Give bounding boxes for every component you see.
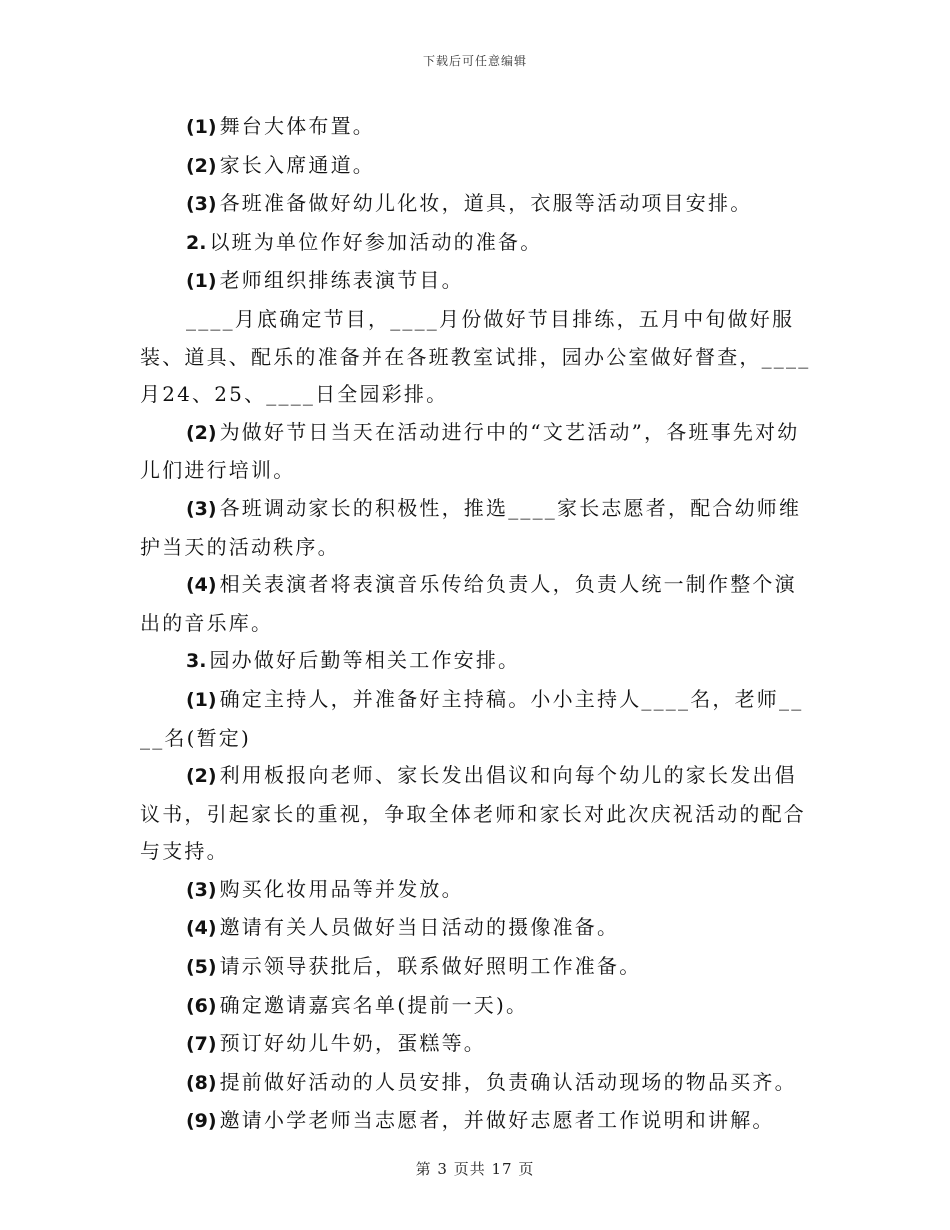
paragraph-text: 各班准备做好幼儿化妆，道具，衣服等活动项目安排。 [219, 191, 753, 216]
paragraph [140, 681, 812, 757]
paragraph [140, 1102, 812, 1141]
item-number: (6) [186, 994, 217, 1017]
paragraph-text: 相关表演者将表演音乐传给负责人，负责人统一制作整个演出的音乐库。 [140, 572, 797, 635]
page-header: 下载后可任意编辑 [422, 54, 527, 68]
item-number: (7) [186, 1033, 217, 1056]
paragraph-text: 购买化妆用品等并发放。 [219, 876, 464, 901]
paragraph-text: ____月底确定节目，____月份做好节目排练，五月中旬做好服装、道具、配乐的准备并在各班教室试排，园办公室做好督查，____月24、25、____日全园彩排。 [140, 306, 811, 407]
section-heading [140, 642, 812, 681]
paragraph-text: 各班调动家长的积极性，推选____家长志愿者，配合幼师维护当天的活动秩序。 [140, 495, 802, 559]
paragraph-text: 老师组织排练表演节目。 [219, 268, 464, 293]
item-number: (2) [186, 154, 217, 177]
item-number: (3) [186, 193, 217, 216]
paragraph [140, 490, 812, 566]
paragraph [140, 414, 812, 490]
section-number: 3. [186, 650, 207, 673]
item-number: (1) [186, 688, 217, 711]
paragraph [140, 185, 812, 224]
item-number: (9) [186, 1110, 217, 1133]
item-number: (3) [186, 497, 217, 520]
paragraph [140, 1025, 812, 1064]
paragraph [140, 301, 812, 414]
paragraph [140, 108, 812, 147]
item-number: (4) [186, 574, 217, 597]
document-body [140, 108, 812, 1141]
section-heading [140, 224, 812, 263]
paragraph-text: 邀请小学老师当志愿者，并做好志愿者工作说明和讲解。 [219, 1108, 775, 1133]
item-number: (8) [186, 1071, 217, 1094]
item-number: (1) [186, 116, 217, 138]
paragraph [140, 566, 812, 642]
paragraph [140, 987, 812, 1026]
paragraph [140, 871, 812, 910]
section-number: 2. [186, 231, 207, 254]
paragraph [140, 948, 812, 987]
item-number: (1) [186, 270, 217, 293]
paragraph-text: 园办做好后勤等相关工作安排。 [209, 648, 521, 673]
item-number: (2) [186, 765, 217, 788]
paragraph [140, 1064, 812, 1103]
paragraph-text: 邀请有关人员做好当日活动的摄像准备。 [219, 915, 620, 940]
paragraph [140, 147, 812, 186]
paragraph-text: 家长入席通道。 [219, 152, 375, 177]
item-number: (4) [186, 917, 217, 940]
paragraph-text: 提前做好活动的人员安排，负责确认活动现场的物品买齐。 [219, 1069, 797, 1094]
paragraph-text: 以班为单位作好参加活动的准备。 [209, 229, 543, 254]
paragraph-text: 确定邀请嘉宾名单(提前一天)。 [219, 992, 529, 1017]
paragraph-text: 确定主持人，并准备好主持稿。小小主持人____名，老师____名(暂定) [140, 686, 804, 750]
item-number: (5) [186, 956, 217, 979]
item-number: (2) [186, 421, 217, 444]
paragraph-text: 舞台大体布置。 [219, 114, 375, 138]
paragraph-text: 请示领导获批后，联系做好照明工作准备。 [219, 954, 642, 979]
paragraph-text: 利用板报向老师、家长发出倡议和向每个幼儿的家长发出倡议书，引起家长的重视，争取全体老师和家长对此次庆祝活动的配合与支持。 [140, 763, 806, 864]
paragraph-text: 预订好幼儿牛奶，蛋糕等。 [219, 1031, 486, 1056]
paragraph [140, 909, 812, 948]
item-number: (3) [186, 878, 217, 901]
paragraph [140, 262, 812, 301]
paragraph [140, 757, 812, 871]
page-footer: 第 3 页共 17 页 [415, 1160, 535, 1178]
paragraph-text: 为做好节日当天在活动进行中的“文艺活动”，各班事先对幼儿们进行培训。 [140, 419, 800, 483]
